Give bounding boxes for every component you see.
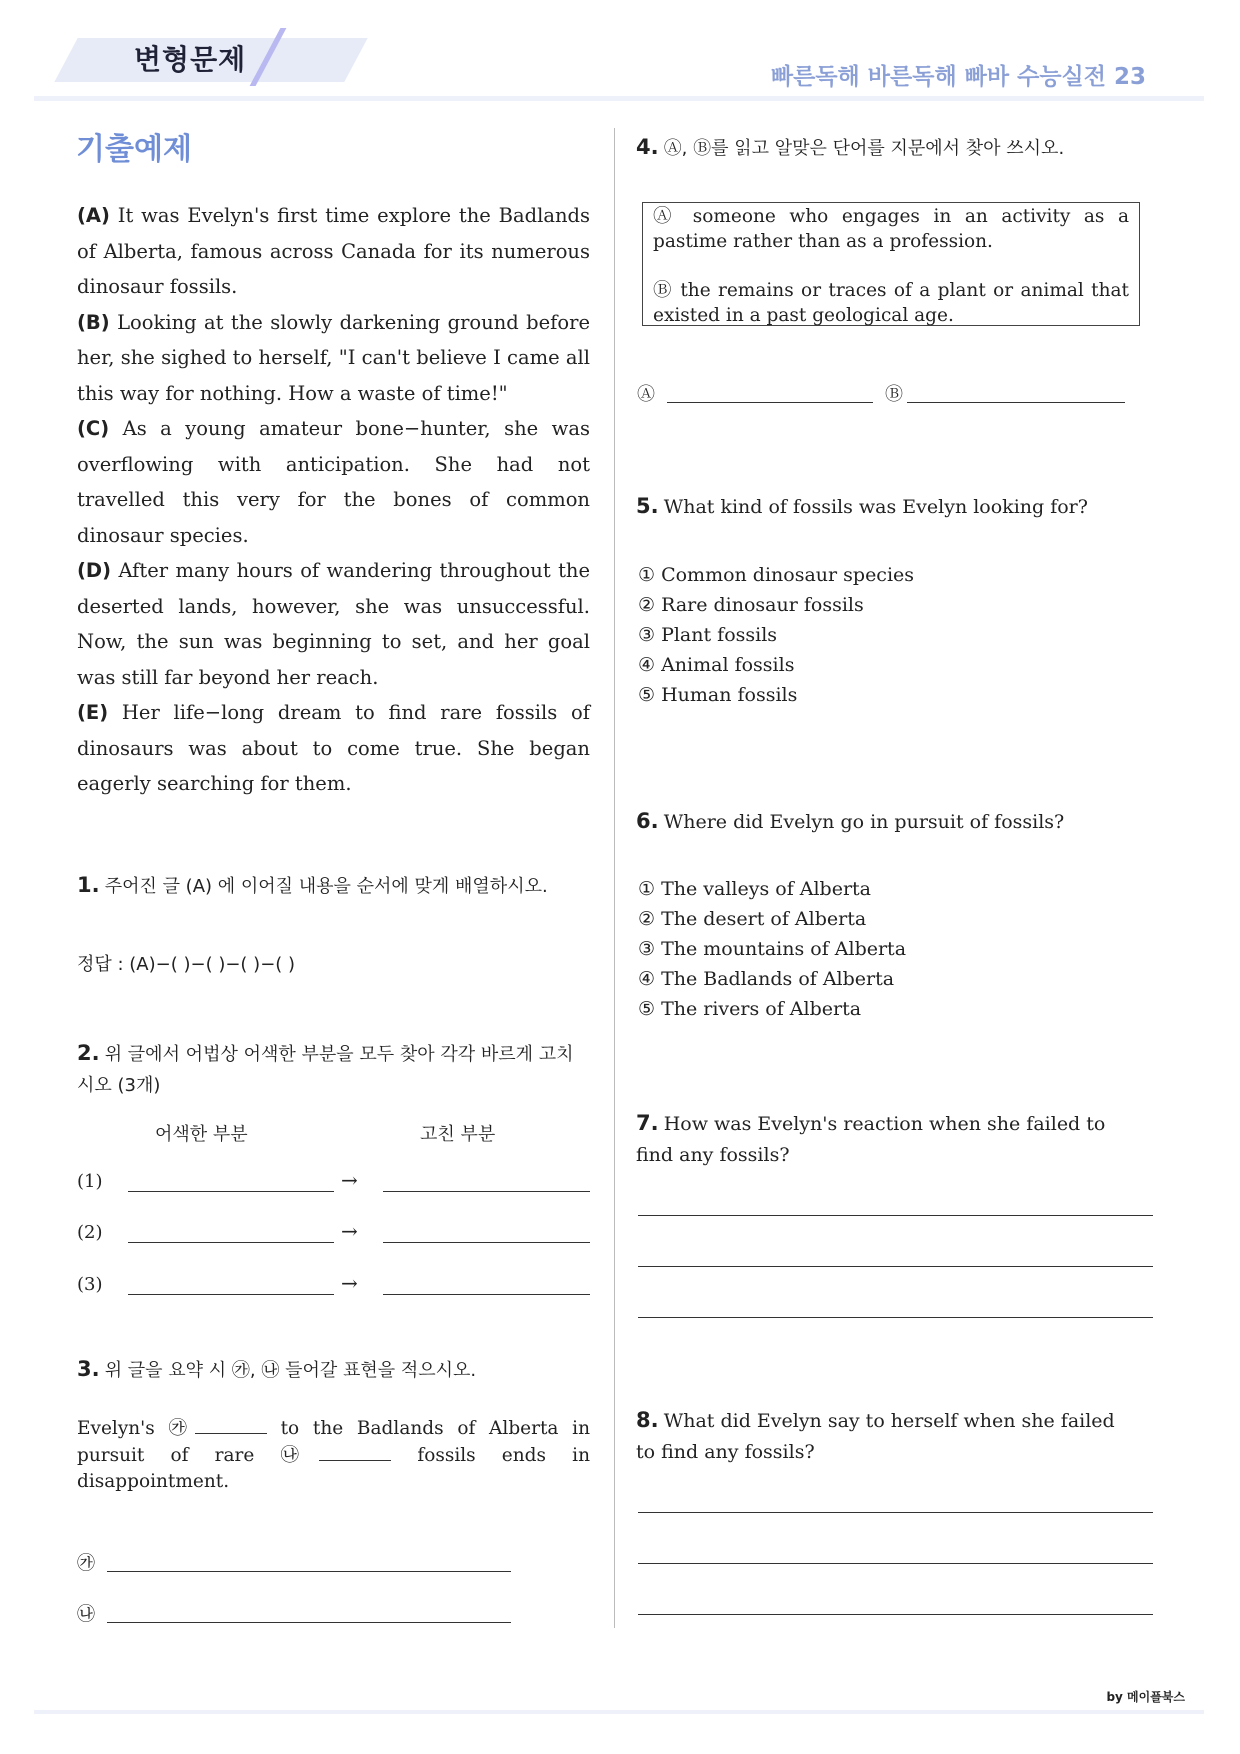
paragraph-label: (C): [77, 417, 110, 440]
answer-row-ga: [77, 1549, 512, 1577]
paragraph-text: It was Evelyn's first time explore the Badlands of Alberta, famous across Canada for its numerous dinosaur fossils.: [77, 204, 591, 298]
reading-passage: [77, 198, 590, 802]
question-5: [636, 491, 1156, 523]
correction-row: [77, 1219, 592, 1252]
options-list: [638, 560, 1158, 710]
option-2[interactable]: ② Rare dinosaur fossils: [638, 594, 864, 616]
option-1[interactable]: ① Common dinosaur species: [638, 564, 915, 586]
answer-blank-ga[interactable]: [107, 1571, 511, 1572]
arrow-icon: →: [341, 1271, 358, 1295]
header-divider: [34, 96, 1204, 101]
paragraph-text: Her life−long dream to find rare fossils of dinosaurs was about to come true. She began eagerly searching for them.: [77, 701, 590, 795]
question-1: [77, 870, 590, 902]
question-text: 위 글을 요약 시 ㉮, ㉯ 들어갈 표현을 적으시오.: [104, 1360, 477, 1381]
answer-blank-b[interactable]: [907, 402, 1125, 403]
summary-part: to the Badlands of Alberta in pursuit of rare ㉯: [77, 1418, 590, 1466]
marker-na: ㉯: [77, 1604, 95, 1625]
fixed-part-blank[interactable]: [383, 1242, 590, 1243]
label-a: Ⓐ: [637, 384, 655, 405]
label-b: Ⓑ: [885, 384, 903, 405]
definition-b: Ⓑ the remains or traces of a plant or animal that existed in a past geological age.: [653, 280, 1129, 326]
question-number: 2.: [77, 1041, 100, 1065]
fixed-part-blank[interactable]: [383, 1294, 590, 1295]
column-header-wrong: 어색한 부분: [155, 1124, 248, 1145]
question-7: [636, 1108, 1136, 1171]
question-3: [77, 1356, 590, 1382]
answer-order-field[interactable]: 정답 : (A)−( )−( )−( )−( ): [77, 954, 296, 975]
paragraph-label: (A): [77, 204, 110, 227]
column-header-fixed: 고친 부분: [420, 1124, 496, 1145]
fixed-part-blank[interactable]: [383, 1191, 590, 1192]
options-list: [638, 874, 1158, 1024]
wrong-part-blank[interactable]: [128, 1242, 334, 1243]
row-number: (3): [77, 1274, 103, 1295]
question-6: [636, 806, 1156, 838]
row-number: (1): [77, 1171, 103, 1192]
row-number: (2): [77, 1222, 103, 1243]
option-5[interactable]: ⑤ Human fossils: [638, 684, 798, 706]
marker-ga: ㉮: [77, 1553, 95, 1574]
summary-blank-ga[interactable]: [195, 1415, 267, 1434]
summary-blank-na[interactable]: [319, 1442, 391, 1461]
answer-line[interactable]: [638, 1215, 1153, 1216]
publisher-credit: by 메이플북스: [1106, 1690, 1185, 1704]
question-number: 5.: [636, 494, 659, 518]
question-text: 위 글에서 어법상 어색한 부분을 모두 찾아 각각 바르게 고치시오 (3개): [77, 1044, 574, 1096]
answer-blank-a[interactable]: [667, 402, 873, 403]
wrong-part-blank[interactable]: [128, 1294, 334, 1295]
summary-part: Evelyn's ㉮: [77, 1418, 195, 1439]
question-number: 3.: [77, 1357, 100, 1381]
question-number: 4.: [636, 135, 659, 159]
answer-line[interactable]: [638, 1614, 1153, 1615]
series-title: 빠른독해 바른독해 빠바 수능실전 23: [770, 64, 1146, 90]
question-text: Where did Evelyn go in pursuit of fossils?: [663, 811, 1065, 833]
correction-row: [77, 1271, 592, 1304]
option-3[interactable]: ③ The mountains of Alberta: [638, 938, 907, 960]
answer-row-na: [77, 1600, 512, 1628]
definition-a: Ⓐ someone who engages in an activity as a pastime rather than as a profession.: [653, 206, 1129, 252]
question-number: 1.: [77, 873, 100, 897]
answer-line[interactable]: [638, 1266, 1153, 1267]
arrow-icon: →: [341, 1168, 358, 1192]
option-4[interactable]: ④ The Badlands of Alberta: [638, 968, 895, 990]
option-3[interactable]: ③ Plant fossils: [638, 624, 778, 646]
arrow-icon: →: [341, 1219, 358, 1243]
passage-paragraph-b: [77, 305, 590, 412]
paragraph-label: (B): [77, 310, 110, 334]
option-1[interactable]: ① The valleys of Alberta: [638, 878, 872, 900]
definition-box: [642, 202, 1140, 326]
question-text: Ⓐ, Ⓑ를 읽고 알맞은 단어를 지문에서 찾아 쓰시오.: [663, 138, 1065, 159]
question-number: 8.: [636, 1408, 659, 1432]
passage-paragraph-a: [77, 198, 590, 305]
paragraph-text: Looking at the slowly darkening ground before her, she sighed to herself, "I can't believe I came all this way for nothing. How a waste of time!": [77, 310, 590, 405]
question-number: 6.: [636, 809, 659, 833]
summary-part: fossils ends in disappointment.: [77, 1445, 590, 1492]
footer-divider: [34, 1710, 1204, 1714]
passage-paragraph-c: [77, 411, 590, 553]
summary-sentence: [77, 1415, 590, 1495]
section-title: 기출예제: [76, 132, 192, 167]
option-4[interactable]: ④ Animal fossils: [638, 654, 795, 676]
question-8: [636, 1405, 1136, 1468]
question-text: How was Evelyn's reaction when she failed to find any fossils?: [636, 1113, 1106, 1166]
wrong-part-blank[interactable]: [128, 1191, 334, 1192]
paragraph-text: As a young amateur bone−hunter, she was overflowing with anticipation. She had not travelled this very for the bones of common dinosaur species.: [77, 417, 590, 547]
question-4: [636, 132, 1156, 164]
answer-blank-na[interactable]: [107, 1622, 511, 1623]
header-badge: 변형문제: [134, 43, 247, 76]
answer-line[interactable]: [638, 1512, 1153, 1513]
question-text: 주어진 글 (A) 에 이어질 내용을 순서에 맞게 배열하시오.: [104, 876, 548, 897]
option-2[interactable]: ② The desert of Alberta: [638, 908, 867, 930]
passage-paragraph-d: [77, 553, 590, 695]
question-number: 7.: [636, 1111, 659, 1135]
answer-line[interactable]: [638, 1317, 1153, 1318]
paragraph-label: (E): [77, 701, 109, 724]
option-5[interactable]: ⑤ The rivers of Alberta: [638, 998, 862, 1020]
answer-line[interactable]: [638, 1563, 1153, 1564]
passage-paragraph-e: [77, 695, 590, 802]
paragraph-label: (D): [77, 559, 112, 582]
question-text: What kind of fossils was Evelyn looking for?: [663, 496, 1088, 518]
definition-answer-row: [637, 380, 1137, 410]
column-divider: [614, 128, 615, 1628]
question-2: [77, 1038, 590, 1101]
correction-row: [77, 1168, 592, 1201]
question-text: What did Evelyn say to herself when she failed to find any fossils?: [636, 1410, 1115, 1463]
paragraph-text: After many hours of wandering throughout the deserted lands, however, she was unsuccessful. Now, the sun was beginning to set, and her goal was still far beyond her reach.: [77, 559, 591, 689]
